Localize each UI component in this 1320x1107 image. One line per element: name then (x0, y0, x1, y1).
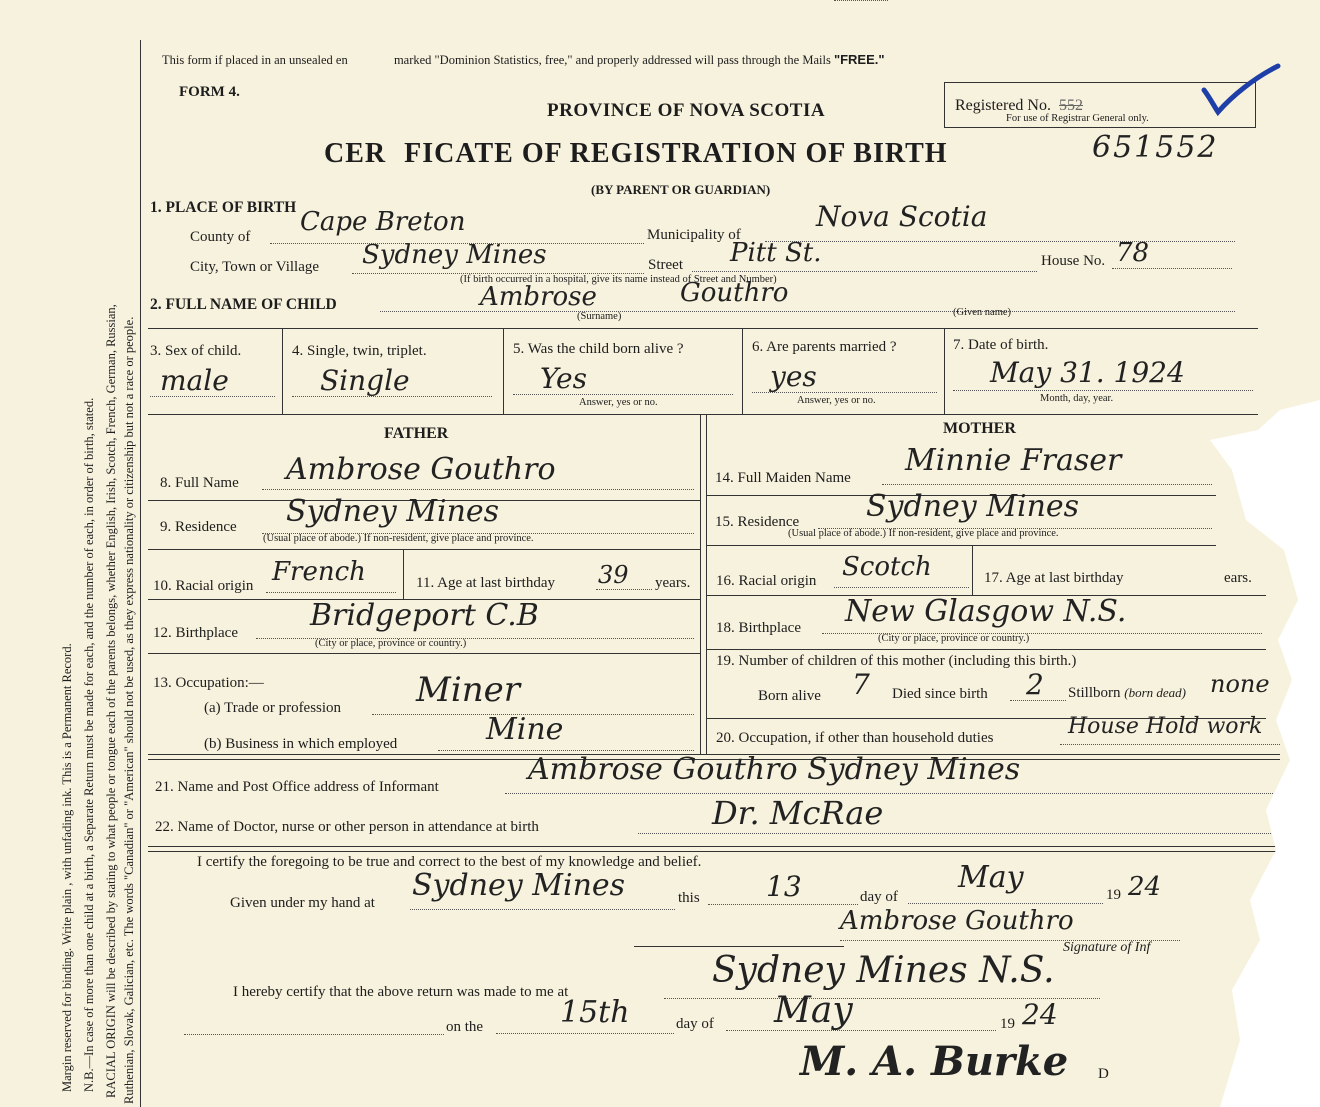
father-trade-value: Miner (416, 670, 520, 710)
certificate-subtitle: (BY PARENT OR GUARDIAN) (591, 182, 771, 197)
signature-caption: Signature of Inf (1063, 940, 1151, 955)
province-heading: PROVINCE OF NOVA SCOTIA (547, 100, 826, 121)
on-the-lead-line (184, 1034, 444, 1035)
father-mother-separator (700, 414, 701, 754)
certification-top-line (148, 846, 1280, 847)
plurality-label: 4. Single, twin, triplet. (292, 343, 427, 359)
mother-row-15-line (706, 545, 1216, 546)
registered-no-label: Registered No. (955, 97, 1051, 114)
street-label: Street (648, 257, 683, 273)
father-row-9-line (148, 549, 700, 550)
mother-residence-value: Sydney Mines (866, 489, 1080, 524)
father-business-label: (b) Business in which employed (204, 736, 398, 752)
certification-statement: I certify the foregoing to be true and correct to the best of my knowledge and belief. (197, 854, 702, 870)
title-part-a: CER (324, 138, 387, 169)
date-of-birth-label: 7. Date of birth. (953, 337, 1049, 353)
doctor-label: 22. Name of Doctor, nurse or other person in attendance at birth (155, 819, 539, 835)
mother-children-label: 19. Number of children of this mother (including this birth.) (716, 653, 1077, 669)
reg-month-line (726, 1030, 996, 1031)
registrar-place-value: Sydney Mines N.S. (712, 950, 1055, 991)
father-race-label: 10. Racial origin (153, 578, 254, 594)
reg-day-value: 15th (560, 995, 630, 1030)
mail-notice-text-b: marked "Dominion Statistics, free," and properly addressed will pass through the Mails (393, 53, 831, 67)
given-under-hand-label: Given under my hand at (230, 895, 375, 911)
house-line (1112, 268, 1232, 269)
mother-race-label: 16. Racial origin (716, 573, 817, 589)
father-race-value: French (272, 557, 366, 587)
born-alive-note: Answer, yes or no. (579, 397, 658, 408)
year-value: 24 (1128, 872, 1162, 902)
father-heading: FATHER (384, 425, 449, 442)
col-sep-1 (282, 328, 283, 414)
reg-month-value: May (774, 990, 853, 1031)
father-age-line (596, 589, 652, 590)
date-of-birth-value: May 31. 1924 (990, 356, 1185, 389)
registrar-caption-fragment: D (1098, 1066, 1109, 1082)
mother-occupation-label: 20. Occupation, if other than household duties (716, 730, 994, 746)
margin-note-1: Margin reserved for binding. Write plain , with unfading ink. This is a Permanent Record. (60, 643, 74, 1092)
born-alive-question-label: 5. Was the child born alive ? (513, 341, 684, 357)
stillborn-note: (born dead) (1124, 685, 1187, 700)
margin-note-2: N.B.—In case of more than one child at a birth, a Separate Return must be made for each, and the number of each, in order of birth, stated. (82, 397, 96, 1092)
mother-heading: MOTHER (943, 420, 1016, 437)
mother-name-label: 14. Full Maiden Name (715, 470, 851, 486)
date-of-birth-note: Month, day, year. (1040, 393, 1114, 404)
father-business-value: Mine (486, 712, 564, 747)
registrar-signature: M. A. Burke (800, 1038, 1069, 1085)
father-race-age-sep (403, 549, 404, 599)
place-of-birth-label: 1. PLACE OF BIRTH (150, 199, 297, 216)
given-caption: (Given name) (953, 307, 1012, 318)
certification-top-line-2 (148, 851, 1280, 852)
mother-occupation-value: House Hold work (1068, 714, 1263, 739)
mail-free: "FREE." (833, 52, 885, 67)
father-residence-note: (Usual place of abode.) If non-resident, give place and province. (263, 533, 534, 544)
father-name-label: 8. Full Name (160, 475, 239, 491)
city-label: City, Town or Village (190, 259, 320, 275)
row-top-line (148, 328, 1258, 329)
parents-married-label: 6. Are parents married ? (752, 339, 897, 355)
title-part-b: FICATE OF REGISTRATION OF BIRTH (404, 138, 948, 169)
form-number: FORM 4. (179, 84, 240, 100)
month-line (908, 903, 1103, 904)
city-value: Sydney Mines (362, 240, 547, 270)
stillborn-label-text: Stillborn (1068, 685, 1121, 701)
born-alive-count-line (834, 0, 888, 1)
father-birthplace-value: Bridgeport C.B (310, 598, 539, 633)
parents-married-note: Answer, yes or no. (797, 395, 876, 406)
father-age-label: 11. Age at last birthday (416, 575, 555, 591)
father-name-line (262, 489, 694, 490)
registration-number-handwritten: 651552 (1092, 130, 1219, 165)
father-age-value: 39 (598, 561, 629, 589)
died-since-birth-label: Died since birth (892, 686, 988, 702)
born-alive-count-value: 7 (852, 668, 870, 701)
given-place-value: Sydney Mines (412, 868, 626, 903)
informant-line (505, 793, 1275, 794)
stillborn-value: none (1210, 670, 1270, 698)
hospital-note: (If birth occurred in a hospital, give its name instead of Street and Number) (460, 274, 777, 285)
municipality-value: Nova Scotia (816, 200, 988, 233)
stillborn-label (1068, 685, 1186, 702)
mother-birthplace-value: New Glasgow N.S. (845, 594, 1127, 629)
house-value: 78 (1116, 238, 1150, 268)
year-prefix: 19 (1106, 887, 1121, 903)
father-trade-label: (a) Trade or profession (204, 700, 342, 716)
born-alive-value: Yes (540, 362, 587, 395)
sex-value: male (160, 364, 229, 397)
margin-note-3: RACIAL ORIGIN will be described by stating to what people or tongue each of the parents belongs, whether English, Irish, Scotch, French, German, Russian, (104, 304, 118, 1098)
child-surname-value: Ambrose (480, 282, 597, 312)
informant-value: Ambrose Gouthro Sydney Mines (528, 752, 1021, 787)
plurality-value: Single (320, 364, 410, 397)
father-birthplace-label: 12. Birthplace (153, 625, 238, 641)
check-mark-icon (1198, 60, 1284, 120)
father-residence-label: 9. Residence (160, 519, 237, 535)
registrar-note: For use of Registrar General only. (1006, 113, 1149, 124)
died-since-birth-value: 2 (1026, 668, 1044, 701)
municipality-label: Municipality of (647, 227, 741, 243)
day-value: 13 (766, 870, 802, 903)
sex-label: 3. Sex of child. (150, 343, 242, 359)
father-age-unit: years. (655, 575, 691, 591)
father-row-12-line (148, 653, 700, 654)
mother-race-value: Scotch (842, 552, 932, 582)
registrar-statement: I hereby certify that the above return was made to me at (233, 984, 569, 1000)
mother-name-value: Minnie Fraser (905, 443, 1122, 478)
parents-married-value: yes (770, 360, 817, 393)
father-name-value: Ambrose Gouthro (286, 452, 556, 487)
mother-residence-note: (Usual place of abode.) If non-resident, give place and province. (788, 528, 1059, 539)
father-residence-value: Sydney Mines (286, 494, 500, 529)
mother-name-line (882, 484, 1212, 485)
mother-race-age-sep (972, 545, 973, 595)
col-sep-2 (503, 328, 504, 414)
date-of-birth-line (953, 390, 1253, 391)
father-business-line (438, 750, 694, 751)
child-name-label: 2. FULL NAME OF CHILD (150, 296, 337, 313)
informant-signature: Ambrose Gouthro (840, 906, 1074, 936)
mail-notice-text-a: This form if placed in an unsealed en (162, 53, 348, 67)
reg-year-value: 24 (1022, 998, 1058, 1031)
certificate-title (324, 138, 948, 170)
binding-margin-line (140, 40, 141, 1107)
on-the-label: on the (446, 1019, 484, 1035)
mother-race-line (834, 587, 969, 588)
father-mother-separator-2 (706, 414, 707, 754)
reg-day-line (496, 1033, 674, 1034)
father-race-line (266, 592, 396, 593)
registered-no-struck: 552 (1058, 97, 1083, 114)
county-value: Cape Breton (300, 207, 466, 237)
mother-age-unit: ears. (1224, 570, 1252, 586)
informant-label: 21. Name and Post Office address of Informant (155, 779, 439, 795)
surname-caption: (Surname) (577, 311, 622, 322)
street-line (692, 271, 1037, 272)
father-birthplace-note: (City or place, province or country.) (315, 638, 467, 649)
father-occupation-label: 13. Occupation:— (153, 675, 264, 691)
col-sep-3 (742, 328, 743, 414)
day-of-label: day of (860, 889, 898, 905)
house-label: House No. (1041, 253, 1106, 269)
col-sep-4 (944, 328, 945, 414)
street-value: Pitt St. (730, 238, 822, 268)
mother-birthplace-note: (City or place, province or country.) (878, 633, 1030, 644)
mother-birthplace-label: 18. Birthplace (716, 620, 801, 636)
mother-age-label: 17. Age at last birthday (984, 570, 1124, 586)
mother-residence-label: 15. Residence (715, 514, 800, 530)
reg-year-prefix: 19 (1000, 1016, 1015, 1032)
given-place-line (410, 909, 675, 910)
municipality-line (765, 241, 1235, 242)
row-bottom-line (148, 414, 1258, 415)
reg-day-of-label: day of (676, 1016, 714, 1032)
this-label: this (678, 890, 700, 906)
born-alive-count-label: Born alive (758, 688, 821, 704)
day-line (708, 904, 858, 905)
mail-notice (162, 52, 885, 68)
doctor-value: Dr. McRae (712, 794, 884, 832)
month-value: May (958, 860, 1024, 895)
margin-note-4: Ruthenian, Slovak, Galician, etc. The words "Canadian" or "American" should not be used, as they express nationality or citizenship but not a race or people. (122, 316, 136, 1104)
certification-divider (634, 946, 844, 947)
torn-paper-edge (1180, 400, 1320, 1107)
county-label: County of (190, 229, 251, 245)
child-given-value: Gouthro (680, 278, 789, 308)
